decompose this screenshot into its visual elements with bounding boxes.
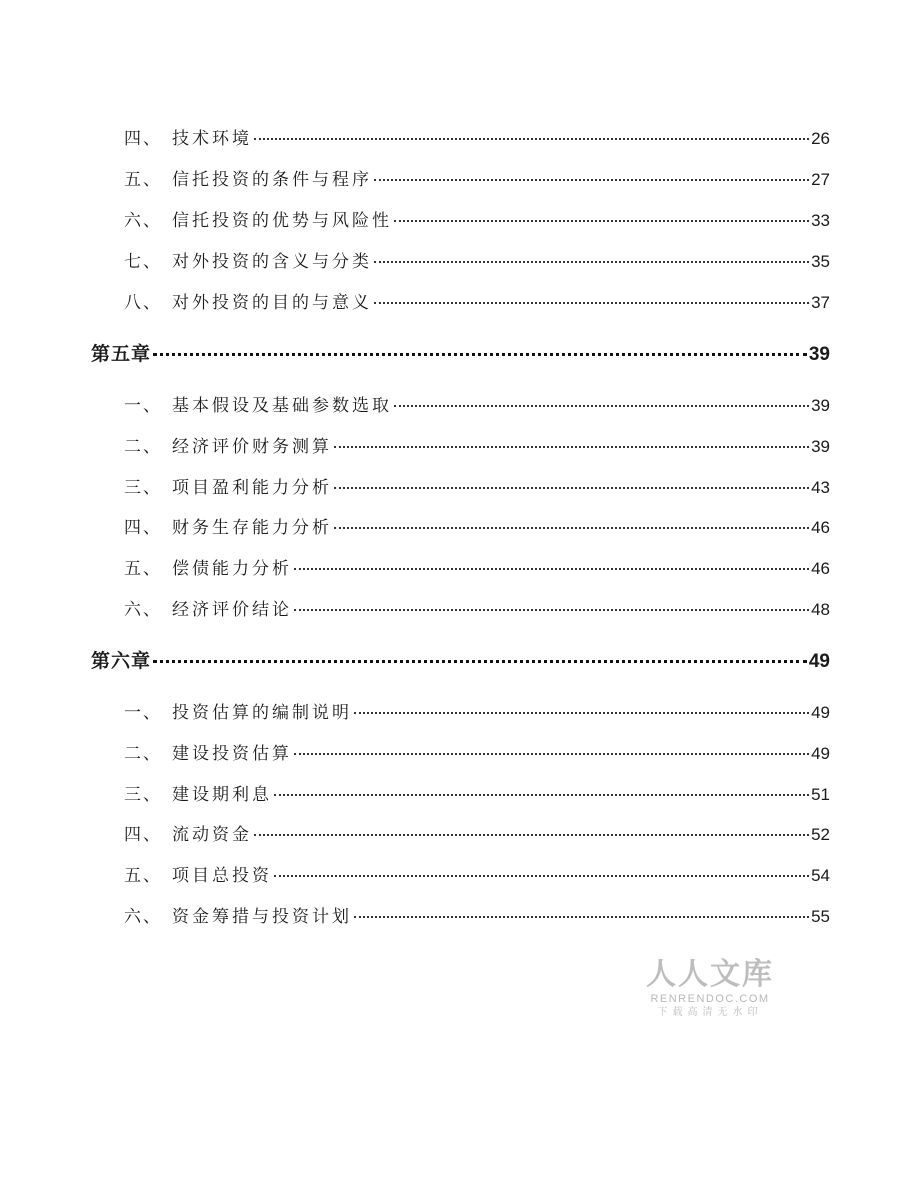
toc-entry-number: 三、 (124, 478, 162, 498)
watermark-logo-text: 人人文库 (646, 957, 774, 992)
toc-entry-title: 基本假设及基础参数选取 (172, 396, 392, 416)
toc-page-number: 46 (811, 518, 830, 537)
toc-page-number: 54 (811, 866, 830, 885)
toc-entry[interactable] (124, 473, 830, 498)
toc-entry-title: 信托投资的优势与风险性 (172, 211, 392, 231)
toc-dot-leader (334, 446, 809, 448)
toc-entry[interactable] (124, 902, 830, 927)
toc-dot-leader (334, 527, 809, 529)
toc-entry-number: 四、 (124, 518, 162, 538)
toc-entry-number: 六、 (124, 907, 162, 927)
toc-entry-title: 流动资金 (172, 825, 252, 845)
toc-entry[interactable] (124, 780, 830, 805)
toc-entry[interactable] (124, 247, 830, 272)
toc-page-number: 33 (811, 211, 830, 230)
toc-dot-leader (294, 609, 809, 611)
toc-entry-number: 五、 (124, 170, 162, 190)
toc-entry[interactable] (124, 739, 830, 764)
toc-entry-title: 投资估算的编制说明 (172, 703, 352, 723)
toc-dot-leader (294, 568, 809, 570)
toc-page-number: 26 (811, 129, 830, 148)
toc-dot-leader (394, 405, 809, 407)
toc-page-number: 48 (811, 600, 830, 619)
toc-dot-leader (374, 261, 809, 263)
toc-page-number: 37 (811, 293, 830, 312)
toc-dot-leader (374, 302, 809, 304)
toc-page-number: 49 (808, 651, 830, 672)
toc-dot-leader (254, 834, 809, 836)
toc-entry-number: 五、 (124, 866, 162, 886)
toc-page-number: 46 (811, 559, 830, 578)
toc-entry[interactable] (124, 432, 830, 457)
toc-dot-leader (334, 487, 809, 489)
toc-entry-title: 项目总投资 (172, 866, 272, 886)
toc-entry[interactable] (124, 288, 830, 313)
toc-page-number: 39 (811, 396, 830, 415)
toc-entry-title: 经济评价结论 (172, 600, 292, 620)
toc-page-number: 39 (811, 437, 830, 456)
toc-page-number: 52 (811, 825, 830, 844)
toc-entry[interactable] (124, 820, 830, 845)
toc-entry-number: 二、 (124, 437, 162, 457)
toc-entry-number: 四、 (124, 129, 162, 149)
toc-entry-title: 财务生存能力分析 (172, 518, 332, 538)
toc-entry-title: 偿债能力分析 (172, 559, 292, 579)
toc-chapter-entry[interactable] (91, 339, 830, 366)
toc-entry-number: 四、 (124, 825, 162, 845)
watermark-tagline: 下载高清无水印 (657, 1007, 763, 1018)
toc-page-number: 27 (811, 170, 830, 189)
toc-dot-leader (354, 712, 809, 714)
toc-entry[interactable] (124, 206, 830, 231)
toc-dot-leader (354, 916, 809, 918)
toc-entry-number: 一、 (124, 703, 162, 723)
toc-page-number: 55 (811, 907, 830, 926)
toc-entry-title: 对外投资的含义与分类 (172, 252, 372, 272)
toc-page-number: 35 (811, 252, 830, 271)
toc-entry[interactable] (124, 554, 830, 579)
toc-entry[interactable] (124, 861, 830, 886)
toc-entry-title: 项目盈利能力分析 (172, 478, 332, 498)
toc-entry[interactable] (124, 391, 830, 416)
toc-chapter-title: 第六章 (91, 650, 152, 672)
toc-entry[interactable] (124, 595, 830, 620)
toc-dot-leader (374, 179, 809, 181)
toc-entry-title: 建设期利息 (172, 785, 272, 805)
toc-dot-leader (274, 794, 809, 796)
toc-page-number: 49 (811, 703, 830, 722)
toc-dot-leader (153, 660, 807, 663)
toc-entry-title: 建设投资估算 (172, 744, 292, 764)
toc-entry-number: 八、 (124, 293, 162, 313)
toc-dot-leader (254, 138, 809, 140)
toc-entry-number: 七、 (124, 252, 162, 272)
toc-entry-title: 经济评价财务测算 (172, 437, 332, 457)
toc-dot-leader (294, 753, 809, 755)
toc-dot-leader (274, 875, 809, 877)
toc-entry[interactable] (124, 698, 830, 723)
toc-chapter-entry[interactable] (91, 646, 830, 673)
toc-dot-leader (394, 220, 809, 222)
toc-page-number: 43 (811, 478, 830, 497)
toc-entry-title: 技术环境 (172, 129, 252, 149)
watermark (640, 958, 780, 1020)
toc-entry-number: 六、 (124, 600, 162, 620)
toc-entry-title: 对外投资的目的与意义 (172, 293, 372, 313)
toc-entry[interactable] (124, 165, 830, 190)
watermark-domain: RENRENDOC.COM (650, 993, 770, 1005)
toc-entry-number: 六、 (124, 211, 162, 231)
toc-entry[interactable] (124, 513, 830, 538)
toc-page-number: 49 (811, 744, 830, 763)
toc-entry-title: 资金筹措与投资计划 (172, 907, 352, 927)
toc-entry-number: 三、 (124, 785, 162, 805)
toc-entry-number: 二、 (124, 744, 162, 764)
toc-entry-number: 一、 (124, 396, 162, 416)
toc-entry-title: 信托投资的条件与程序 (172, 170, 372, 190)
toc-entry-number: 五、 (124, 559, 162, 579)
toc-page-number: 39 (808, 344, 830, 365)
toc-entry[interactable] (124, 124, 830, 149)
toc-chapter-title: 第五章 (91, 343, 152, 365)
toc-dot-leader (153, 353, 807, 356)
toc-page-number: 51 (811, 785, 830, 804)
